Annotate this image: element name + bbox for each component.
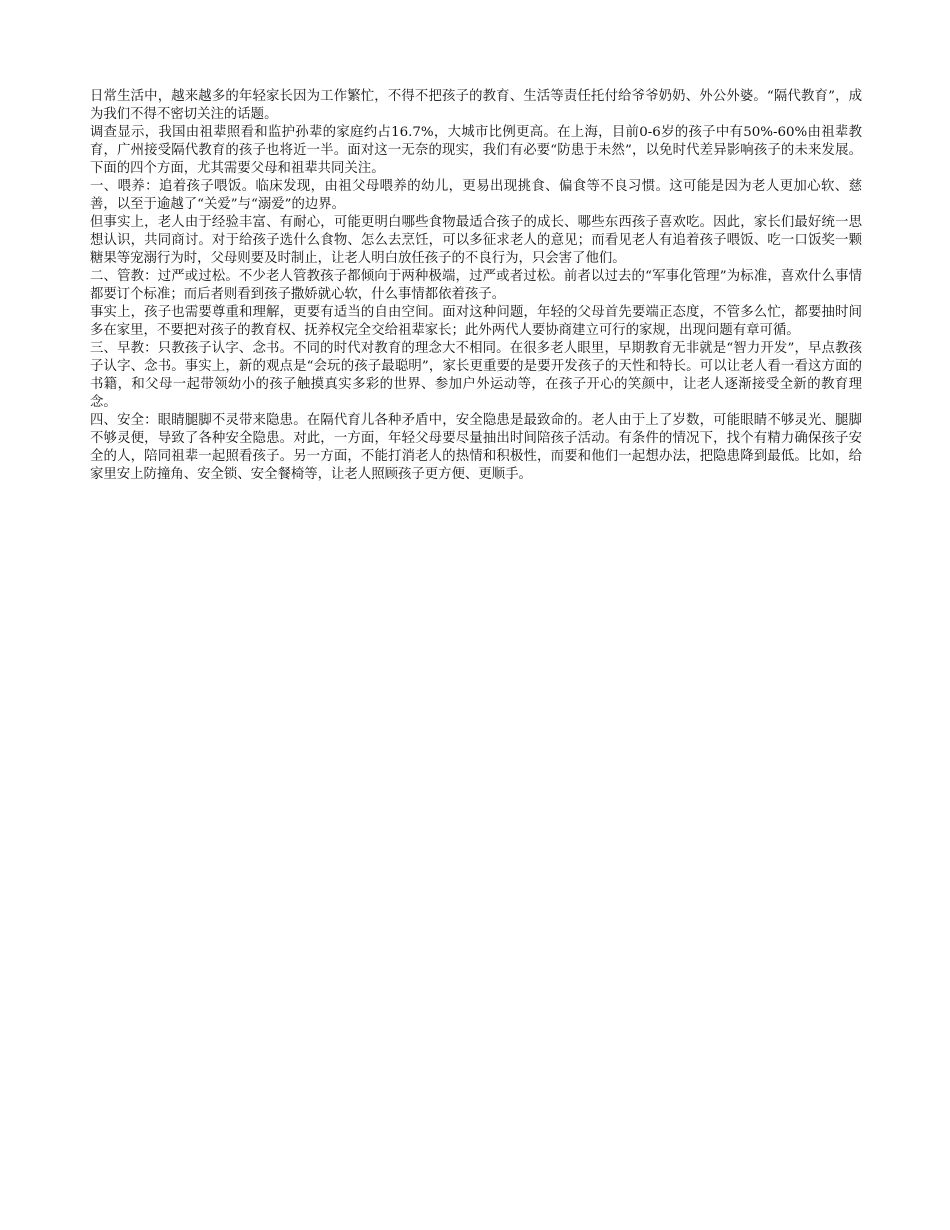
paragraph-feeding-advice: 但事实上，老人由于经验丰富、有耐心，可能更明白哪些食物最适合孩子的成长、哪些东西孩子喜欢吃。因此，家长们最好统一思想认识，共同商讨。对于给孩子选什么食物、怎么去烹饪，可以多征求老人的意见；而看见老人有追着孩子喂饭、吃一口饭奖一颗糖果等宠溺行为时，父母则要及时制止，让老人明白放任孩子的不良行为，只会害了他们。 <box>90 215 862 266</box>
paragraph-early-education: 三、早教：只教孩子认字、念书。不同的时代对教育的理念大不相同。在很多老人眼里，早期教育无非就是“智力开发”，早点教孩子认字、念书。事实上，新的观点是“会玩的孩子最聪明”，家长更重要的是要开发孩子的天性和特长。可以让老人看一看这方面的书籍，和父母一起带领幼小的孩子触摸真实多彩的世界、参加户外运动等，在孩子开心的笑颜中，让老人逐渐接受全新的教育理念。 <box>90 341 862 410</box>
paragraph-survey: 调查显示，我国由祖辈照看和监护孙辈的家庭约占16.7%，大城市比例更高。在上海，目前0-6岁的孩子中有50%-60%由祖辈教育，广州接受隔代教育的孩子也将近一半。面对这一无奈的现实，我们有必要“防患于未然”，以免时代差异影响孩子的未来发展。下面的四个方面，尤其需要父母和祖辈共同关注。 <box>90 125 862 176</box>
paragraph-discipline-advice: 事实上，孩子也需要尊重和理解，更要有适当的自由空间。面对这种问题，年轻的父母首先要端正态度，不管多么忙，都要抽时间多在家里，不要把对孩子的教育权、抚养权完全交给祖辈家长；此外两代人要协商建立可行的家规，出现问题有章可循。 <box>90 305 862 338</box>
paragraph-discipline: 二、管教：过严或过松。不少老人管教孩子都倾向于两种极端，过严或者过松。前者以过去的“军事化管理”为标准，喜欢什么事情都要订个标准；而后者则看到孩子撒娇就心软，什么事情都依着孩子。 <box>90 269 862 302</box>
paragraph-safety: 四、安全：眼睛腿脚不灵带来隐患。在隔代育儿各种矛盾中，安全隐患是最致命的。老人由于上了岁数，可能眼睛不够灵光、腿脚不够灵便，导致了各种安全隐患。对此，一方面，年轻父母要尽量抽出时间陪孩子活动。有条件的情况下，找个有精力确保孩子安全的人，陪同祖辈一起照看孩子。另一方面，不能打消老人的热情和积极性，而要和他们一起想办法，把隐患降到最低。比如，给家里安上防撞角、安全锁、安全餐椅等，让老人照顾孩子更方便、更顺手。 <box>90 413 862 482</box>
paragraph-intro: 日常生活中，越来越多的年轻家长因为工作繁忙，不得不把孩子的教育、生活等责任托付给爷爷奶奶、外公外婆。“隔代教育”，成为我们不得不密切关注的话题。 <box>90 89 862 122</box>
document-body <box>90 88 862 484</box>
paragraph-feeding: 一、喂养：追着孩子喂饭。临床发现，由祖父母喂养的幼儿，更易出现挑食、偏食等不良习惯。这可能是因为老人更加心软、慈善，以至于逾越了“关爱”与“溺爱”的边界。 <box>90 179 862 212</box>
